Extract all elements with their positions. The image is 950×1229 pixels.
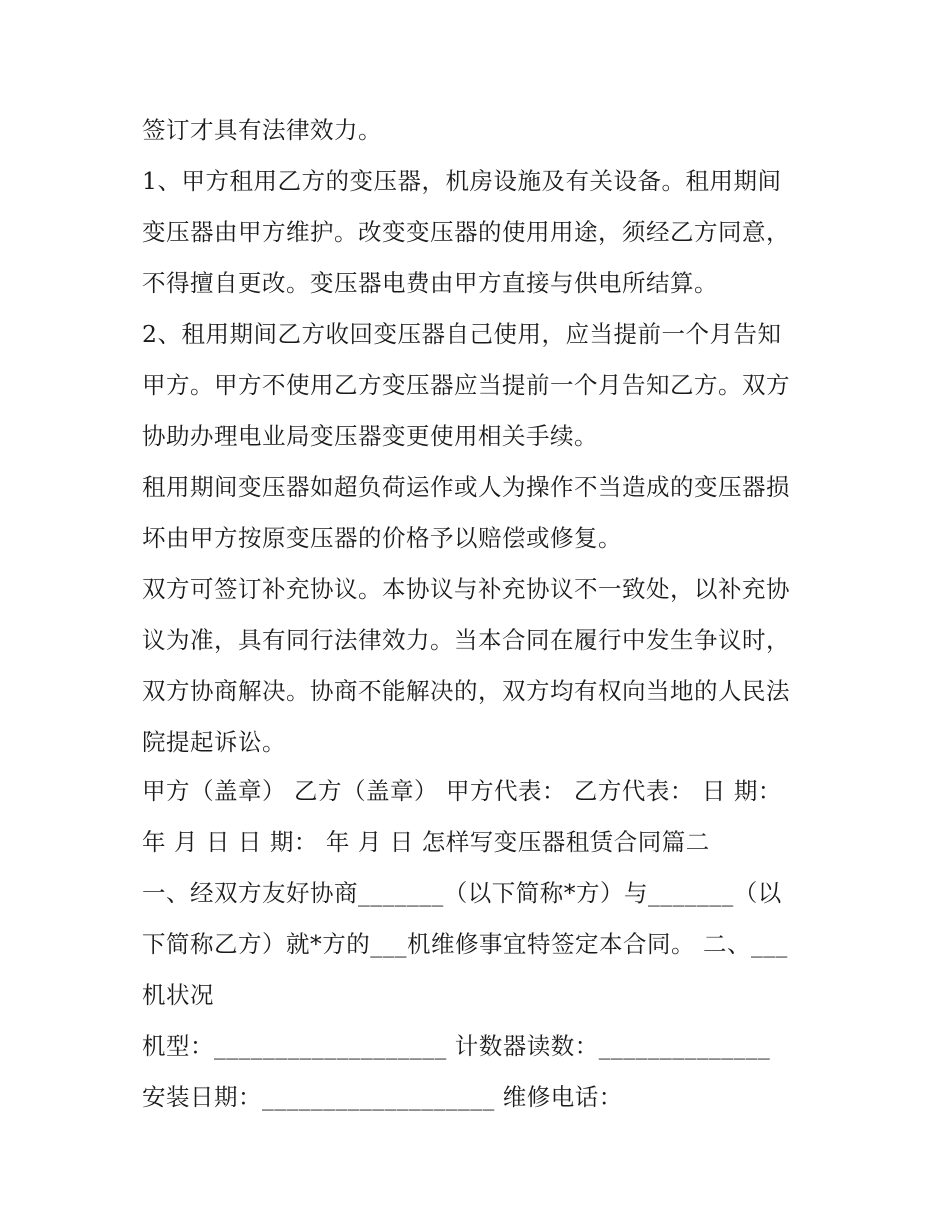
text-line: 不得擅自更改。变压器电费由甲方直接与供电所结算。 (142, 269, 718, 297)
text-line: 协助办理电业局变压器变更使用相关手续。 (142, 422, 598, 450)
text-line: 院提起诉讼。 (142, 728, 286, 756)
text-line: 变压器由甲方维护。改变变压器的使用用途，须经乙方同意， (142, 218, 790, 246)
text-line: 双方可签订补充协议。本协议与补充协议不一致处，以补充协 (142, 575, 790, 603)
text-line: 签订才具有法律效力。 (142, 116, 382, 144)
text-line: 甲方。甲方不使用乙方变压器应当提前一个月告知乙方。双方 (142, 371, 790, 399)
text-line: 下简称乙方）就*方的___机维修事宜特签定本合同。 二、___ (142, 930, 788, 958)
text-line: 安装日期：___________________ 维修电话： (142, 1083, 623, 1111)
text-line: 年 月 日 日 期： 年 月 日 怎样写变压器租赁合同篇二 (142, 828, 710, 856)
text-line: 机状况 (142, 981, 214, 1009)
text-line: 双方协商解决。协商不能解决的，双方均有权向当地的人民法 (142, 677, 790, 705)
text-line: 甲方（盖章） 乙方（盖章） 甲方代表： 乙方代表： 日 期： (142, 777, 782, 805)
text-line: 议为准，具有同行法律效力。当本合同在履行中发生争议时， (142, 626, 790, 654)
text-line: 2、租用期间乙方收回变压器自己使用，应当提前一个月告知 (142, 320, 782, 348)
text-line: 1、甲方租用乙方的变压器，机房设施及有关设备。租用期间 (142, 167, 782, 195)
text-line: 租用期间变压器如超负荷运作或人为操作不当造成的变压器损 (142, 473, 790, 501)
text-line: 机型：___________________ 计数器读数：______________ (142, 1032, 771, 1060)
text-line: 坏由甲方按原变压器的价格予以赔偿或修复。 (142, 524, 622, 552)
text-line: 一、经双方友好协商_______（以下简称*方）与_______（以 (142, 879, 782, 907)
